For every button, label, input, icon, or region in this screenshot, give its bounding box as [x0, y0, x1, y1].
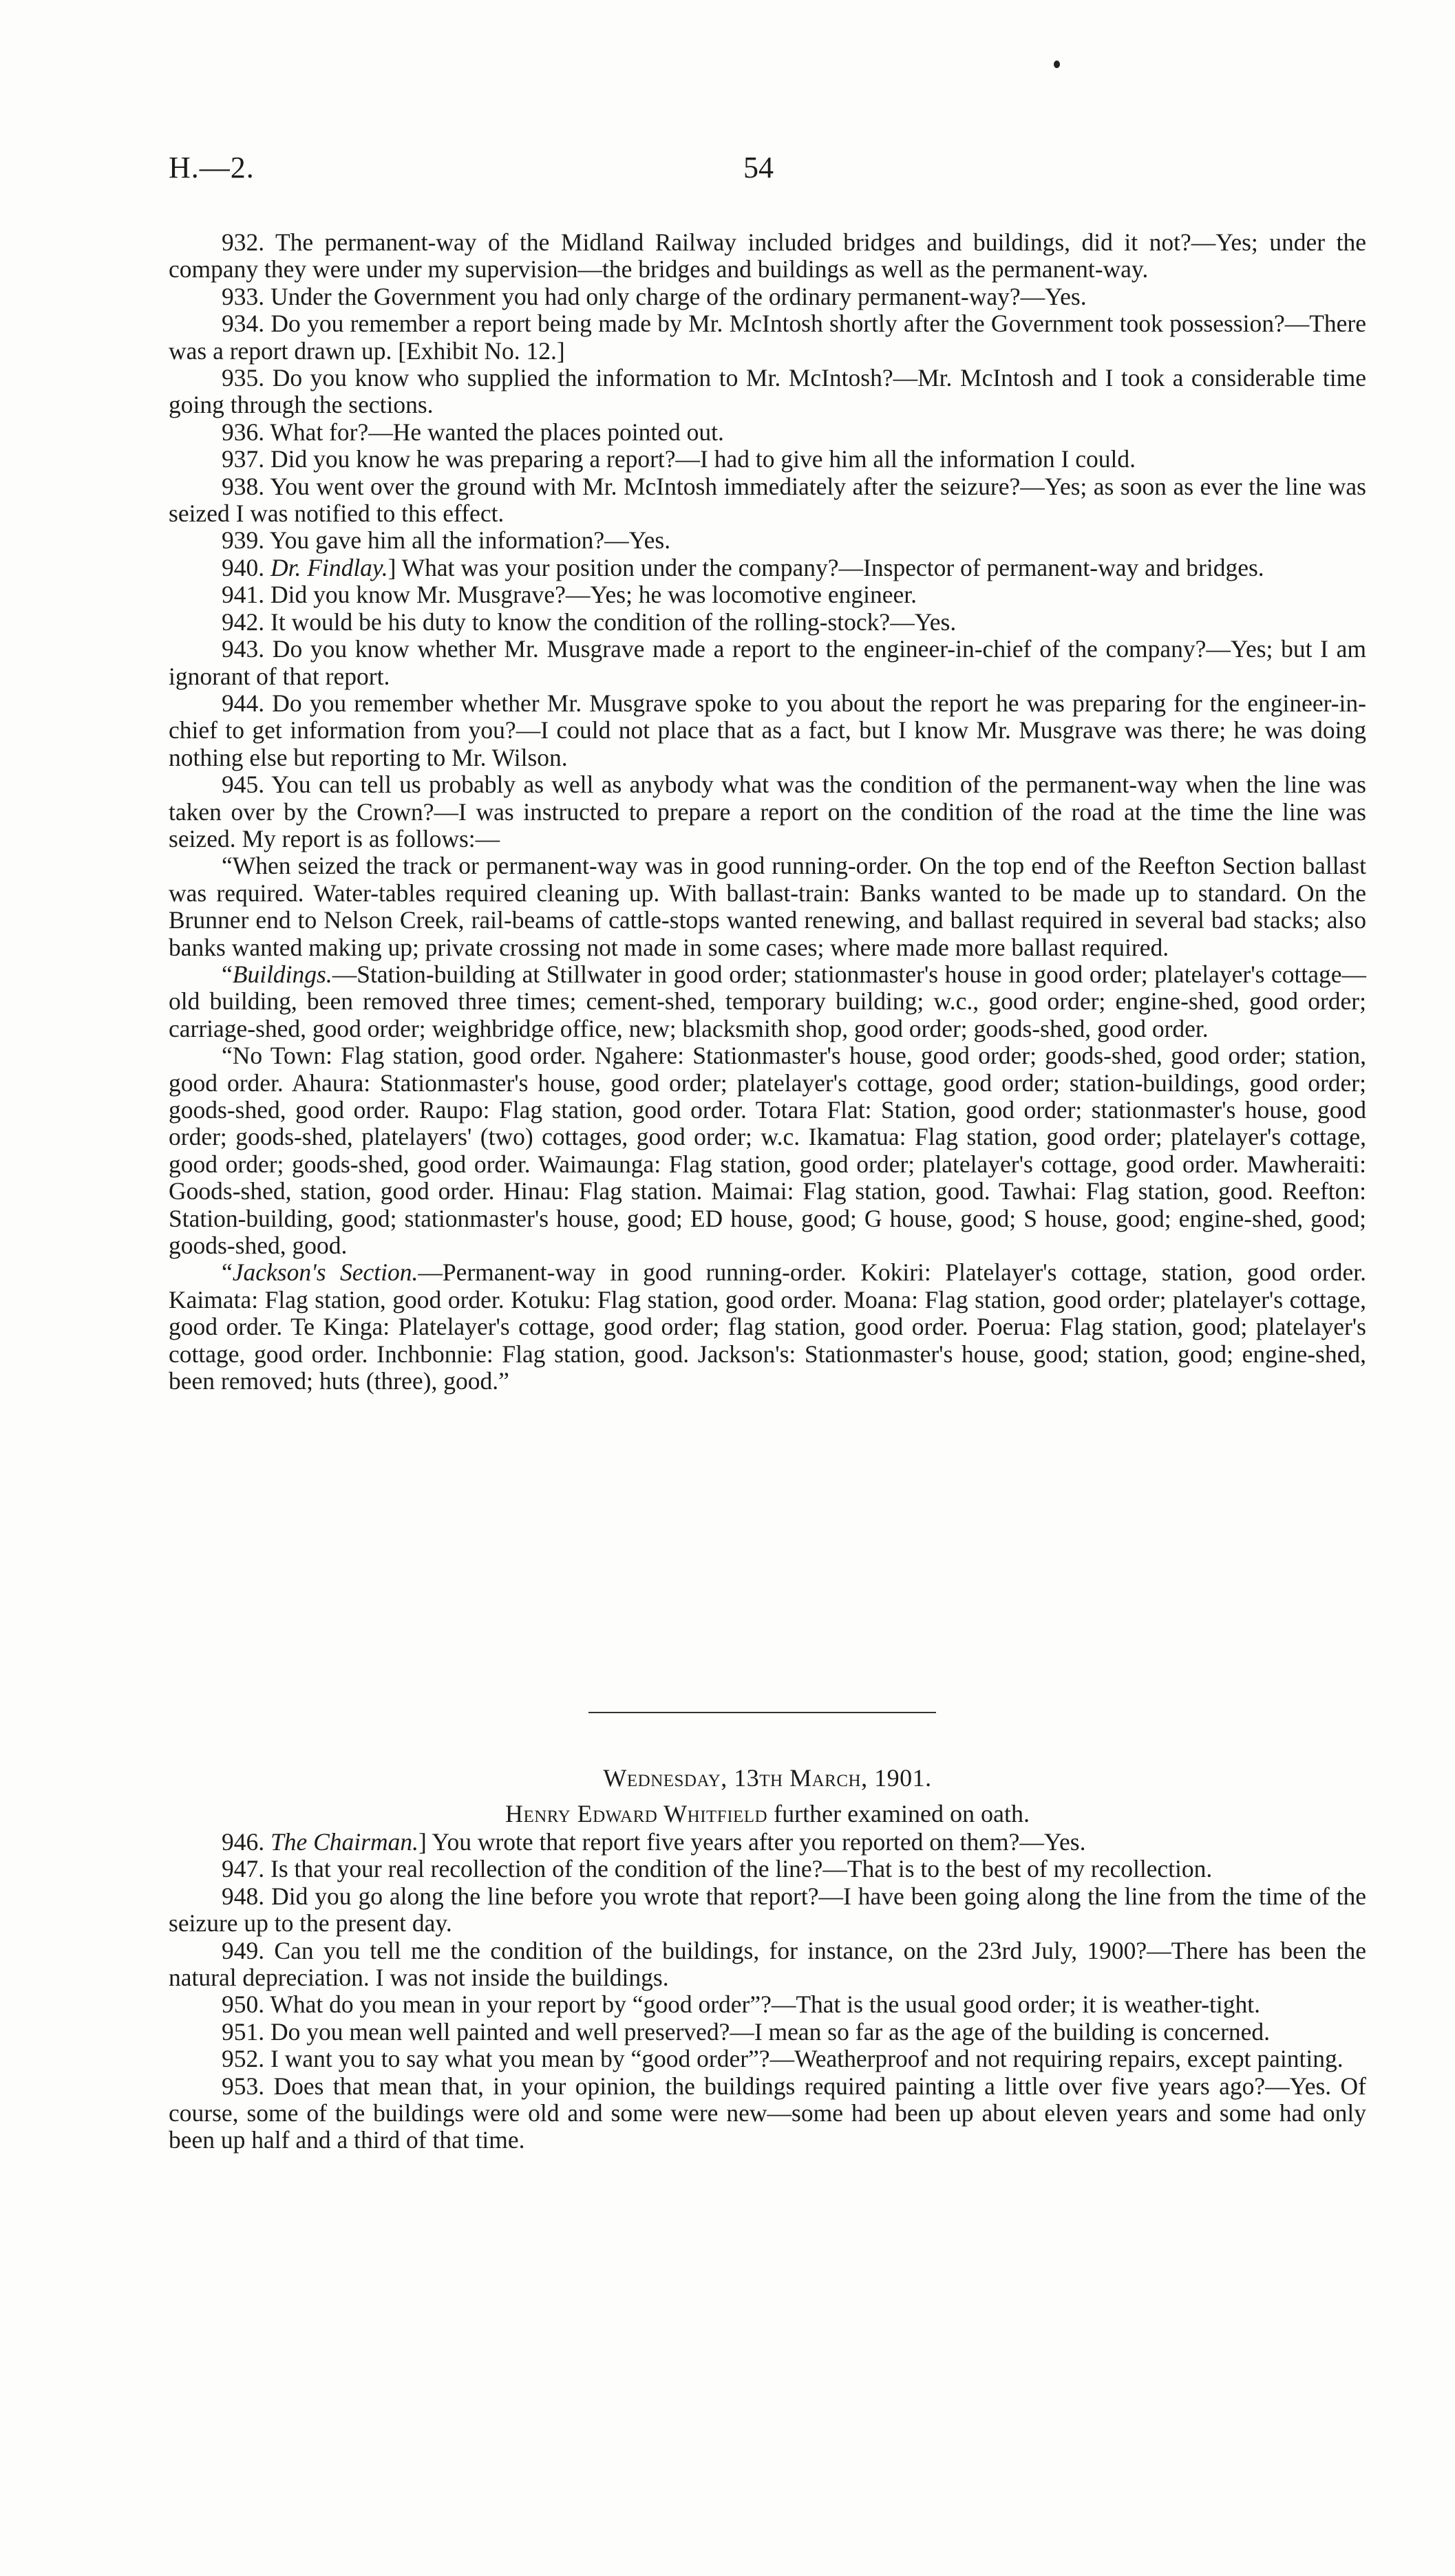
report-quote-jacksons	[169, 1259, 1366, 1395]
question-947: 947. Is that your real recollection of the condition of the line?—That is to the best of my recollection.	[222, 1855, 1213, 1883]
question-941: 941. Did you know Mr. Musgrave?—Yes; he was locomotive engineer.	[222, 581, 917, 609]
question-943: 943. Do you know whether Mr. Musgrave made a report to the engineer-in-chief of the company?—Yes; but I am ignorant of that report.	[169, 635, 1366, 690]
witness-note: further examined on oath.	[767, 1800, 1030, 1827]
session-date: Wednesday, 13th March, 1901.	[603, 1764, 932, 1792]
question-953: 953. Does that mean that, in your opinion, the buildings required painting a little over five years ago?—Yes. Of course, some of the buildings were old and some were new—some had been up about eleven years and some had only been up half and a third of that time.	[169, 2072, 1366, 2154]
question-950: 950. What do you mean in your report by “good order”?—That is the usual good order; it is weather-tight.	[222, 1990, 1260, 2019]
question-text: ] You wrote that report five years after you reported on them?—Yes.	[418, 1828, 1086, 1856]
question-number: 946.	[222, 1828, 265, 1856]
witness-name: Henry Edward Whitfield	[505, 1800, 768, 1827]
question-951: 951. Do you mean well painted and well preserved?—I mean so far as the age of the building is concerned.	[222, 2017, 1271, 2046]
question-940	[169, 555, 1366, 581]
question-938: 938. You went over the ground with Mr. McIntosh immediately after the seizure?—Yes; as soon as ever the line was seized I was notified to this effect.	[169, 472, 1366, 528]
question-934: 934. Do you remember a report being made by Mr. McIntosh shortly after the Government took possession?—There was a report drawn up. [Exhibit No. 12.]	[169, 310, 1366, 365]
quote-heading: Jackson's Section.	[232, 1258, 418, 1287]
question-939: 939. You gave him all the information?—Yes.	[222, 526, 671, 555]
question-935: 935. Do you know who supplied the information to Mr. McIntosh?—Mr. McIntosh and I took a considerable time going through the sections.	[169, 364, 1366, 419]
quote-text: —Station-building at Stillwater in good order; stationmaster's house in good order; platelayer's cottage—old building, been removed three times; cement-shed, temporary building; w.c., good order; engine-shed, good order; carriage-shed, good order; weighbridge office, new; blacksmith shop, good order; goods-shed, good order.	[169, 960, 1366, 1042]
question-932: 932. The permanent-way of the Midland Railway included bridges and buildings, did it not?—Yes; under the company they were under my supervision—the bridges and buildings as well as the permanent-way.	[169, 228, 1366, 283]
section-divider	[588, 1712, 936, 1713]
evidence-block-1	[169, 229, 1366, 1395]
speaker-name: The Chairman.	[270, 1828, 418, 1856]
question-text: ] What was your position under the company?—Inspector of permanent-way and bridges.	[387, 553, 1264, 581]
quote-text: —Permanent-way in good running-order. Kokiri: Platelayer's cottage, station, good order. Kaimata: Flag station, good order. Kotuku: Flag station, good order. Moana: Flag station, good order; platelayer's cottage, good order. Te Kinga: Platelayer's cottage, good order; flag station, good order. Poerua: Flag station, good; platelayer's cottage, good order. Inchbonnie: Flag station, good. Jackson's: Stationmaster's house, good; station, good; engine-shed, been removed; huts (three), good.”	[169, 1258, 1366, 1395]
speaker-name: Dr. Findlay.	[270, 553, 388, 581]
report-quote-stations: “No Town: Flag station, good order. Ngahere: Stationmaster's house, good order; goods-shed, good order; station, good order. Ahaura: Stationmaster's house, good order; platelayer's cottage, good order; station-buildings, good order; goods-shed, good order. Raupo: Flag station, good order. Totara Flat: Station, good order; stationmaster's house, good order; goods-shed, platelayers' (two) cottages, good order; w.c. Ikamatua: Flag station, good order; platelayer's cottage, good order; goods-shed, good order. Waimaunga: Flag station, good order; platelayer's cottage, good order. Mawheraiti: Goods-shed, station, good order. Hinau: Flag station. Maimai: Flag station, good. Tawhai: Flag station, good. Reefton: Station-building, good; stationmaster's house, good; ED house, good; G house, good; S house, good; engine-shed, good; goods-shed, good.	[169, 1042, 1366, 1260]
question-number: 940.	[222, 553, 265, 581]
page-header	[169, 150, 1366, 191]
ink-speck	[1054, 61, 1060, 68]
question-936: 936. What for?—He wanted the places pointed out.	[222, 418, 724, 446]
witness-line	[169, 1799, 1366, 1828]
page-number: 54	[743, 151, 774, 184]
question-945: 945. You can tell us probably as well as anybody what was the condition of the permanent-way when the line was taken over by the Crown?—I was instructed to prepare a report on the condition of the road at the time the line was seized. My report is as follows:—	[169, 771, 1366, 852]
question-944: 944. Do you remember whether Mr. Musgrave spoke to you about the report he was preparing for the engineer-in-chief to get information from you?—I could not place that as a fact, but I know Mr. Musgrave was there; he was doing nothing else but reporting to Mr. Wilson.	[169, 689, 1366, 771]
report-quote-permanent-way: “When seized the track or permanent-way was in good running-order. On the top end of the Reefton Section ballast was required. Water-tables required cleaning up. With ballast-train: Banks wanted to be made up to standard. On the Brunner end to Nelson Creek, rail-beams of cattle-stops wanted renewing, and ballast required in several bad stacks; also banks wanted making up; private crossing not made in some cases; where made more ballast required.	[169, 852, 1366, 961]
report-quote-buildings	[169, 961, 1366, 1042]
quote-heading: Buildings.	[232, 960, 332, 988]
question-948: 948. Did you go along the line before you wrote that report?—I have been going along the line from the time of the seizure up to the present day.	[169, 1882, 1366, 1938]
open-quote: “	[222, 960, 233, 988]
paper-reference: H.—2.	[169, 151, 255, 184]
question-952: 952. I want you to say what you mean by “good order”?—Weatherproof and not requiring repairs, except painting.	[222, 2045, 1344, 2073]
question-933: 933. Under the Government you had only charge of the ordinary permanent-way?—Yes.	[222, 282, 1087, 310]
question-946	[169, 1829, 1366, 1856]
question-949: 949. Can you tell me the condition of the buildings, for instance, on the 23rd July, 1900?—There has been the natural depreciation. I was not inside the buildings.	[169, 1936, 1366, 1992]
question-942: 942. It would be his duty to know the condition of the rolling-stock?—Yes.	[222, 608, 957, 636]
question-937: 937. Did you know he was preparing a report?—I had to give him all the information I could.	[222, 445, 1136, 473]
open-quote: “	[222, 1258, 233, 1287]
evidence-block-2	[169, 1829, 1366, 2154]
